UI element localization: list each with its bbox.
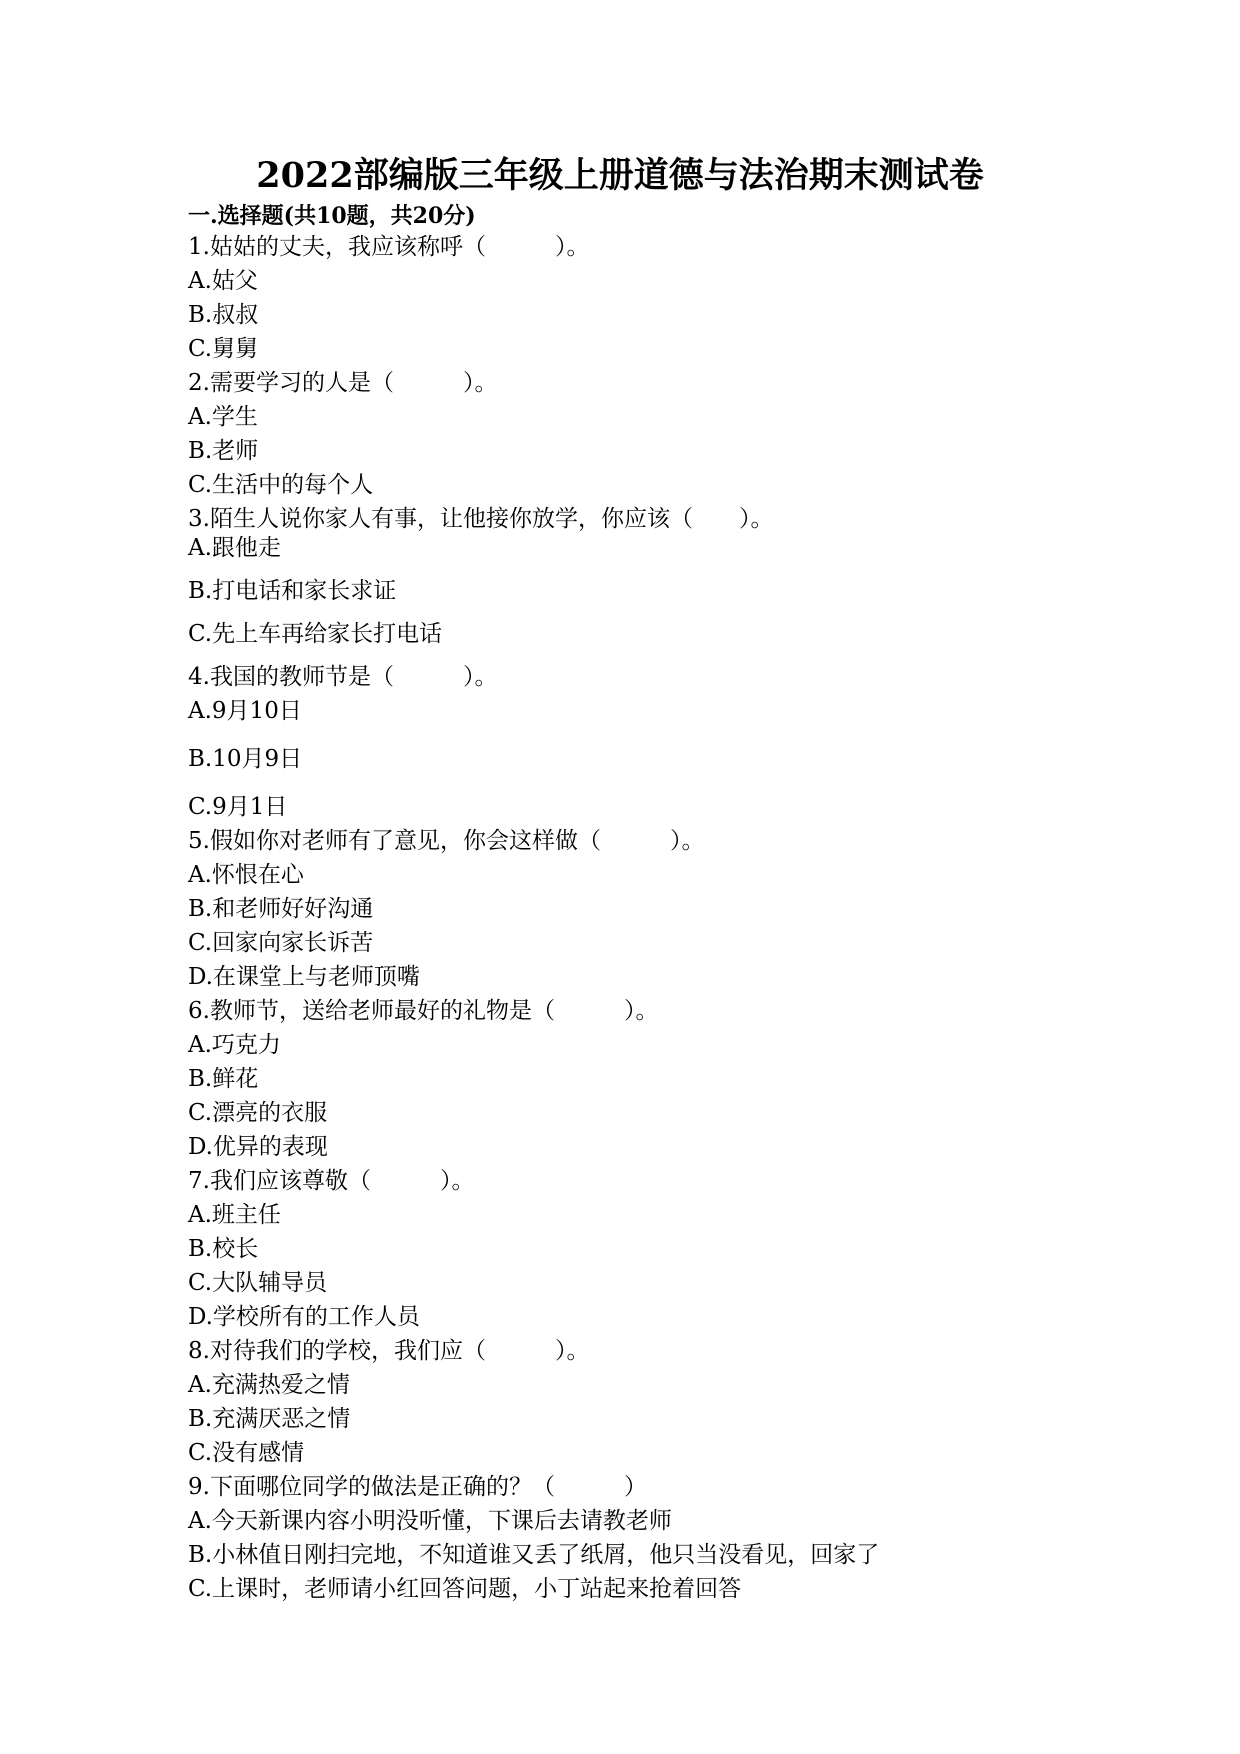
section-heading: 一.选择题(共10题，共20分) [188, 203, 476, 229]
question-2-stem: 2.需要学习的人是（ ）。 [188, 370, 498, 396]
question-9-option-c: C.上课时，老师请小红回答问题，小丁站起来抢着回答 [188, 1576, 742, 1602]
question-3-option-a: A.跟他走 [188, 535, 281, 561]
question-9-option-b: B.小林值日刚扫完地，不知道谁又丢了纸屑，他只当没看见，回家了 [188, 1542, 880, 1568]
question-7-option-c: C.大队辅导员 [188, 1270, 328, 1296]
question-4-option-c: C.9月1日 [188, 794, 288, 820]
question-1-stem: 1.姑姑的丈夫，我应该称呼（ ）。 [188, 234, 590, 260]
question-4-option-b: B.10月9日 [188, 746, 303, 772]
question-9-stem: 9.下面哪位同学的做法是正确的？（ ） [188, 1474, 647, 1500]
question-5-option-d: D.在课堂上与老师顶嘴 [188, 964, 420, 990]
question-6-option-b: B.鲜花 [188, 1066, 259, 1092]
question-3-option-b: B.打电话和家长求证 [188, 578, 397, 604]
page-title: 2022部编版三年级上册道德与法治期末测试卷 [256, 155, 984, 196]
question-6-option-d: D.优异的表现 [188, 1134, 328, 1160]
question-5-option-b: B.和老师好好沟通 [188, 896, 374, 922]
question-7-option-a: A.班主任 [188, 1202, 281, 1228]
question-3-option-c: C.先上车再给家长打电话 [188, 621, 443, 647]
question-7-option-d: D.学校所有的工作人员 [188, 1304, 420, 1330]
question-4-stem: 4.我国的教师节是（ ）。 [188, 664, 498, 690]
question-2-option-a: A.学生 [188, 404, 258, 430]
question-2-option-c: C.生活中的每个人 [188, 472, 374, 498]
question-7-option-b: B.校长 [188, 1236, 259, 1262]
question-6-option-c: C.漂亮的衣服 [188, 1100, 328, 1126]
question-1-option-b: B.叔叔 [188, 302, 259, 328]
question-3-stem: 3.陌生人说你家人有事，让他接你放学，你应该（ ）。 [188, 506, 774, 532]
question-5-stem: 5.假如你对老师有了意见，你会这样做（ ）。 [188, 828, 705, 854]
question-4-option-a: A.9月10日 [188, 698, 302, 724]
question-2-option-b: B.老师 [188, 438, 259, 464]
question-8-stem: 8.对待我们的学校，我们应（ ）。 [188, 1338, 590, 1364]
question-1-option-c: C.舅舅 [188, 336, 259, 362]
question-5-option-c: C.回家向家长诉苦 [188, 930, 374, 956]
question-6-stem: 6.教师节，送给老师最好的礼物是（ ）。 [188, 998, 659, 1024]
question-8-option-b: B.充满厌恶之情 [188, 1406, 351, 1432]
question-5-option-a: A.怀恨在心 [188, 862, 304, 888]
question-7-stem: 7.我们应该尊敬（ ）。 [188, 1168, 475, 1194]
question-8-option-a: A.充满热爱之情 [188, 1372, 350, 1398]
question-8-option-c: C.没有感情 [188, 1440, 305, 1466]
question-9-option-a: A.今天新课内容小明没听懂，下课后去请教老师 [188, 1508, 672, 1534]
question-6-option-a: A.巧克力 [188, 1032, 281, 1058]
question-1-option-a: A.姑父 [188, 268, 258, 294]
